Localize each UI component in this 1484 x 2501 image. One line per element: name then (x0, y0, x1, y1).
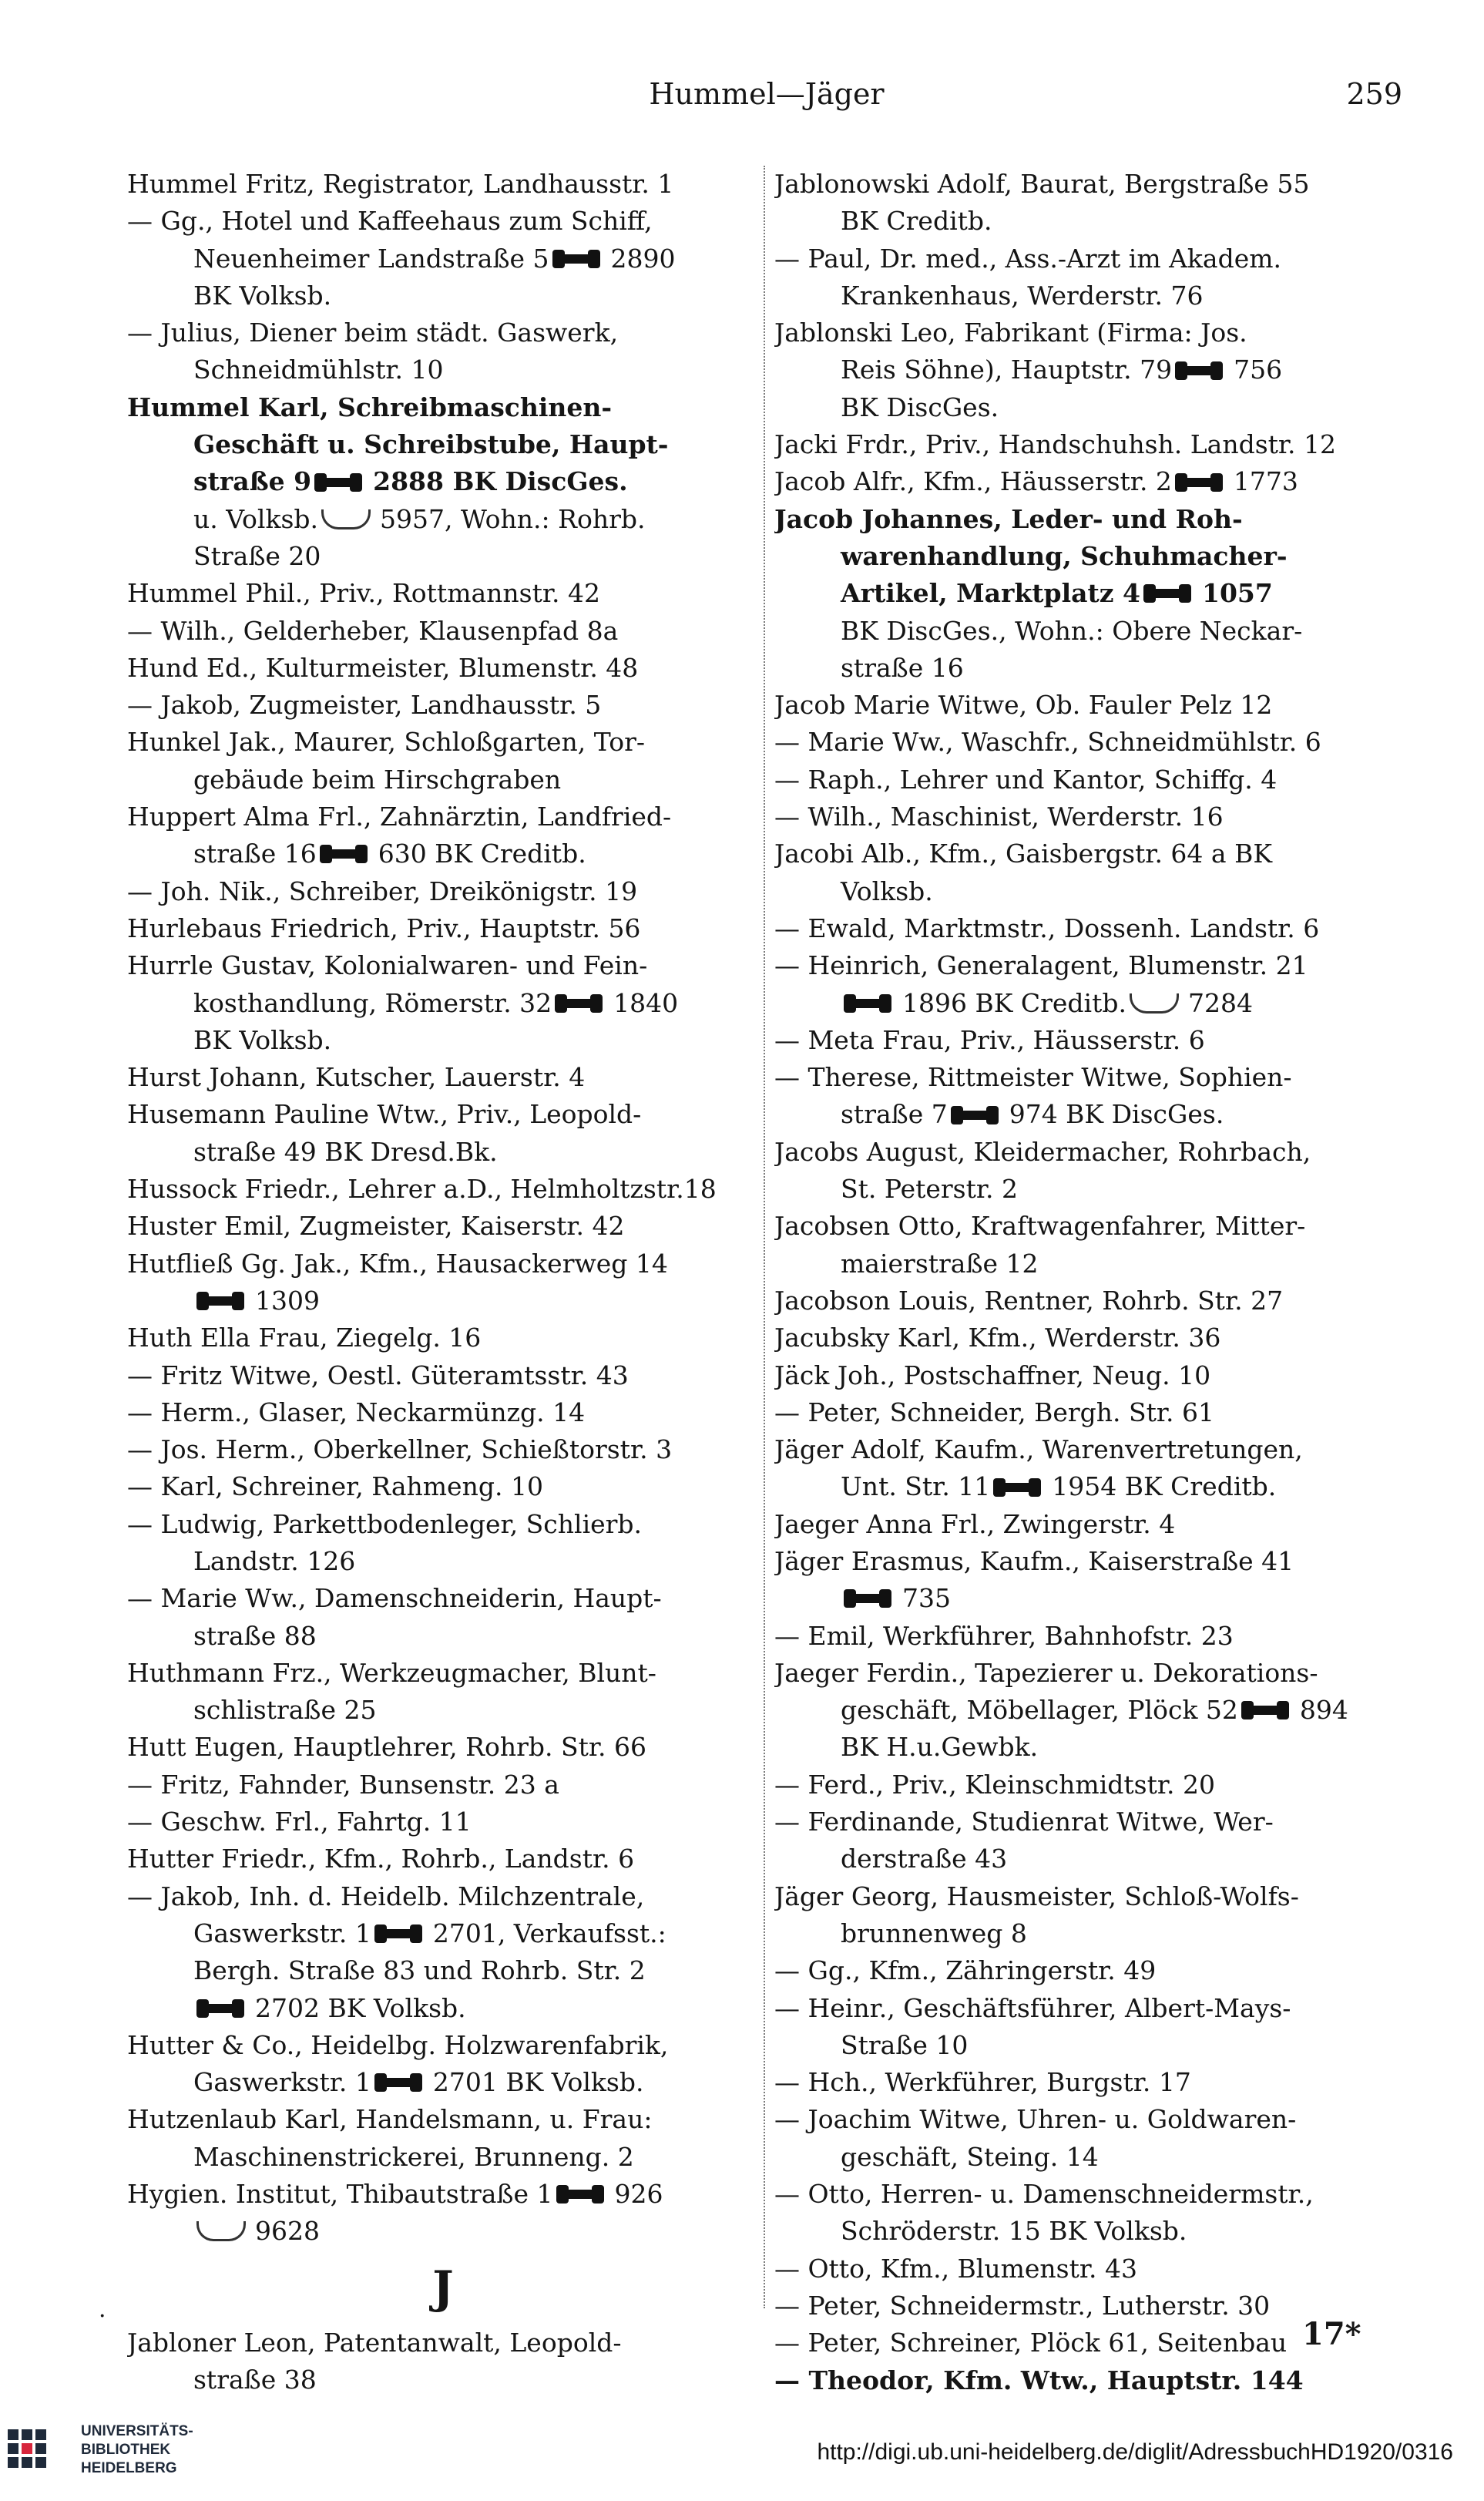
directory-line (774, 1506, 1406, 1543)
directory-line (774, 1282, 1406, 1319)
directory-line (127, 1766, 759, 1803)
entry-text: Hutt Eugen, Hauptlehrer, Rohrb. Str. 66 (127, 1732, 646, 1763)
directory-line (774, 1059, 1406, 1096)
directory-line (774, 2213, 1406, 2250)
column-divider (764, 166, 765, 2308)
entry-text: — Julius, Diener beim städt. Gaswerk, (127, 318, 619, 348)
directory-line (774, 910, 1406, 947)
entry-text: Krankenhaus, Werderstr. 76 (841, 280, 1204, 311)
right-column (774, 166, 1406, 2399)
directory-line (774, 1171, 1406, 1208)
entry-text: Reis Söhne), Hauptstr. 79 (841, 355, 1173, 385)
entry-text: Hutfließ Gg. Jak., Kfm., Hausackerweg 14 (127, 1248, 668, 1279)
directory-line (127, 2213, 759, 2250)
directory-line (127, 2064, 759, 2101)
directory-line (774, 724, 1406, 761)
telephone-icon (1175, 361, 1226, 380)
directory-line (774, 835, 1406, 872)
entry-text: Bergh. Straße 83 und Rohrb. Str. 2 (193, 1955, 646, 1986)
telephone-icon (314, 473, 365, 492)
directory-line (774, 1096, 1406, 1133)
directory-line (127, 1952, 759, 1989)
entry-text: St. Peterstr. 2 (841, 1174, 1018, 1205)
entry-text: Huppert Alma Frl., Zahnärztin, Landfried- (127, 802, 672, 832)
entry-text: Hutter Friedr., Kfm., Rohrb., Landstr. 6 (127, 1844, 635, 1874)
entry-text: — Heinr., Geschäftsführer, Albert-Mays- (774, 1992, 1291, 2023)
directory-line (127, 1134, 759, 1171)
directory-line (127, 314, 759, 351)
directory-line (127, 761, 759, 798)
directory-line (774, 2101, 1406, 2138)
entry-text: Jäger Adolf, Kaufm., Warenvertretungen, (774, 1434, 1303, 1465)
directory-line (127, 2101, 759, 2138)
directory-line (127, 501, 759, 538)
entry-text: — Fritz, Fahnder, Bunsenstr. 23 a (127, 1769, 559, 1800)
telephone-icon (196, 1292, 247, 1310)
entry-text: straße 88 (193, 1620, 317, 1651)
entry-text: Husemann Pauline Wtw., Priv., Leopold- (127, 1099, 642, 1130)
post-horn-icon (196, 2221, 246, 2241)
directory-line (774, 873, 1406, 910)
directory-line (127, 1431, 759, 1468)
entry-text: brunnenweg 8 (841, 1918, 1027, 1948)
directory-line (127, 1357, 759, 1394)
entry-number: 2888 BK DiscGes. (373, 466, 628, 497)
entry-text: straße 16 (841, 652, 964, 683)
directory-line (774, 1245, 1406, 1282)
entry-text: kosthandlung, Römerstr. 32 (193, 987, 552, 1018)
entry-text: Volksb. (841, 876, 933, 906)
entry-text: Jacobs August, Kleidermacher, Rohrbach, (774, 1136, 1311, 1167)
entry-text: — Emil, Werkführer, Bahnhofstr. 23 (774, 1620, 1234, 1651)
directory-line (774, 351, 1406, 388)
entry-text: Jacubsky Karl, Kfm., Werderstr. 36 (774, 1323, 1221, 1353)
entry-number: 2701 BK Volksb. (432, 2067, 644, 2098)
entry-text: straße 49 BK Dresd.Bk. (193, 1136, 498, 1167)
entry-text: Jacki Frdr., Priv., Handschuhsh. Landstr. 12 (774, 429, 1337, 460)
directory-line (127, 798, 759, 835)
entry-text: — Otto, Herren- u. Damenschneidermstr., (774, 2179, 1314, 2210)
entry-text: geschäft, Möbellager, Plöck 52 (841, 1695, 1238, 1726)
entry-text: — Gg., Hotel und Kaffeehaus zum Schiff, (127, 206, 653, 237)
entry-text: straße 9 (193, 466, 312, 497)
entry-text: maierstraße 12 (841, 1248, 1039, 1279)
telephone-icon (1241, 1701, 1292, 1719)
directory-line (774, 1990, 1406, 2027)
entry-text: — Fritz Witwe, Oestl. Güteramtsstr. 43 (127, 1360, 629, 1390)
logo-line: BIBLIOTHEK (81, 2442, 171, 2458)
directory-line (127, 2176, 759, 2213)
entry-text: Jacobi Alb., Kfm., Gaisbergstr. 64 a BK (774, 839, 1272, 869)
directory-line (774, 2251, 1406, 2288)
entry-number: 1309 (255, 1285, 320, 1316)
entry-number: 9628 (255, 2216, 320, 2247)
entry-text: — Paul, Dr. med., Ass.-Arzt im Akadem. (774, 243, 1282, 274)
post-horn-icon (321, 509, 371, 529)
directory-line (774, 1580, 1406, 1617)
entry-text: — Therese, Rittmeister Witwe, Sophien- (774, 1062, 1292, 1093)
entry-text: — Wilh., Gelderheber, Klausenpfad 8a (127, 615, 619, 646)
directory-line (774, 1208, 1406, 1245)
directory-line (774, 985, 1406, 1022)
directory-line (127, 613, 759, 650)
directory-line (127, 426, 759, 463)
directory-line (774, 1840, 1406, 1877)
entry-number: 1773 (1233, 466, 1298, 497)
entry-text: — Peter, Schneidermstr., Lutherstr. 30 (774, 2290, 1271, 2321)
directory-line (127, 2361, 759, 2398)
entry-text: geschäft, Steing. 14 (841, 2141, 1099, 2172)
entry-text: — Jos. Herm., Oberkellner, Schießtorstr. 3 (127, 1434, 673, 1465)
directory-line (774, 1915, 1406, 1952)
library-logo-text (81, 2422, 193, 2478)
directory-line (774, 687, 1406, 724)
telephone-icon (556, 2185, 607, 2204)
entry-text: Jacob Marie Witwe, Ob. Fauler Pelz 12 (774, 690, 1273, 721)
directory-line (774, 613, 1406, 650)
entry-text: — Otto, Kfm., Blumenstr. 43 (774, 2253, 1137, 2284)
entry-number: 1896 BK Creditb. (902, 987, 1126, 1018)
entry-text: Huth Ella Frau, Ziegelg. 16 (127, 1323, 482, 1353)
directory-line (774, 1468, 1406, 1505)
entry-text: Hurst Johann, Kutscher, Lauerstr. 4 (127, 1062, 586, 1093)
directory-line (774, 2027, 1406, 2064)
entry-number: 735 (902, 1583, 951, 1614)
directory-line (127, 947, 759, 984)
directory-line (127, 389, 759, 426)
directory-line (127, 575, 759, 612)
entry-text: straße 7 (841, 1099, 948, 1130)
entry-text: Hunkel Jak., Maurer, Schloßgarten, Tor- (127, 727, 646, 758)
entry-text: Jabloner Leon, Patentanwalt, Leopold- (127, 2327, 622, 2358)
entry-text: Gaswerkstr. 1 (193, 1918, 371, 1948)
entry-number: 630 BK Creditb. (378, 839, 586, 869)
directory-line (127, 1282, 759, 1319)
entry-text: Landstr. 126 (193, 1545, 356, 1576)
telephone-icon (374, 2073, 425, 2092)
directory-line (774, 1655, 1406, 1692)
directory-line (127, 1022, 759, 1059)
telephone-icon (196, 1999, 247, 2018)
entry-text: Hurlebaus Friedrich, Priv., Hauptstr. 56 (127, 913, 641, 943)
entry-text: — Herm., Glaser, Neckarmünzg. 14 (127, 1397, 586, 1427)
entry-text: Jäger Georg, Hausmeister, Schloß-Wolfs- (774, 1881, 1299, 1911)
entry-text: Jäck Joh., Postschaffner, Neug. 10 (774, 1360, 1211, 1390)
entry-text: Straße 10 (841, 2029, 969, 2060)
entry-text: — Ludwig, Parkettbodenleger, Schlierb. (127, 1508, 643, 1539)
entry-text: Jaeger Anna Frl., Zwingerstr. 4 (774, 1508, 1176, 1539)
entry-text: Hutzenlaub Karl, Handelsmann, u. Frau: (127, 2104, 653, 2135)
entry-number: 1954 BK Creditb. (1052, 1471, 1277, 1502)
entry-text: — Marie Ww., Damenschneiderin, Haupt- (127, 1583, 662, 1614)
entry-text: BK DiscGes. (841, 392, 999, 422)
entry-number: 7284 (1187, 987, 1253, 1018)
directory-line (774, 798, 1406, 835)
entry-text: Jaeger Ferdin., Tapezierer u. Dekorations- (774, 1657, 1318, 1688)
telephone-icon (374, 1924, 425, 1943)
entry-text: BK Creditb. (841, 206, 992, 237)
directory-line (127, 1915, 759, 1952)
directory-line (774, 203, 1406, 240)
directory-line (774, 166, 1406, 203)
entry-text: Huthmann Frz., Werkzeugmacher, Blunt- (127, 1657, 656, 1688)
directory-line (127, 1803, 759, 1840)
entry-text: — Gg., Kfm., Zähringerstr. 49 (774, 1955, 1157, 1986)
directory-line (127, 1618, 759, 1655)
directory-line (774, 1319, 1406, 1356)
entry-text: — Ewald, Marktmstr., Dossenh. Landstr. 6 (774, 913, 1320, 943)
directory-line (774, 389, 1406, 426)
directory-line (127, 910, 759, 947)
entry-text: Hygien. Institut, Thibautstraße 1 (127, 2179, 553, 2210)
directory-line (127, 1245, 759, 1282)
directory-line (774, 463, 1406, 500)
telephone-icon (951, 1106, 1002, 1124)
entry-text: — Joachim Witwe, Uhren- u. Goldwaren- (774, 2104, 1297, 2135)
entry-text: Hummel Karl, Schreibmaschinen- (127, 392, 613, 422)
directory-line (127, 2139, 759, 2176)
page-header (131, 77, 1402, 123)
directory-line (774, 501, 1406, 538)
entry-text: Hussock Friedr., Lehrer a.D., Helmholtzstr.18 (127, 1174, 717, 1205)
directory-line (127, 1208, 759, 1245)
entry-text: Jacob Johannes, Leder- und Roh- (774, 503, 1243, 534)
directory-line (774, 1357, 1406, 1394)
directory-line (127, 1878, 759, 1915)
entry-number: 1840 (613, 987, 679, 1018)
entry-text: schlistraße 25 (193, 1695, 377, 1726)
entry-text: Straße 20 (193, 540, 321, 571)
running-title: Hummel—Jäger (649, 77, 885, 111)
telephone-icon (1143, 584, 1194, 603)
directory-line (127, 2325, 759, 2361)
entry-text: Jacobson Louis, Rentner, Rohrb. Str. 27 (774, 1285, 1284, 1316)
entry-number: 2702 BK Volksb. (255, 1992, 466, 2023)
entry-number: 756 (1234, 355, 1283, 385)
telephone-icon (555, 994, 606, 1013)
directory-line (774, 1803, 1406, 1840)
directory-line (127, 166, 759, 203)
entry-text: Maschinenstrickerei, Brunneng. 2 (193, 2141, 634, 2172)
directory-line (774, 650, 1406, 687)
logo-line: HEIDELBERG (81, 2460, 177, 2476)
directory-line (127, 351, 759, 388)
entry-number: 5957, Wohn.: Rohrb. (380, 503, 646, 534)
entry-text: Jablonski Leo, Fabrikant (Firma: Jos. (774, 318, 1247, 348)
entry-text: BK Volksb. (193, 280, 332, 311)
entry-text: — Wilh., Maschinist, Werderstr. 16 (774, 802, 1224, 832)
entry-text: J (432, 2261, 454, 2314)
directory-line (774, 1543, 1406, 1580)
entry-text: straße 16 (193, 839, 317, 869)
directory-line (127, 1692, 759, 1729)
directory-line (774, 1431, 1406, 1468)
directory-line (774, 1134, 1406, 1171)
directory-line (127, 650, 759, 687)
entry-text: Schneidmühlstr. 10 (193, 355, 444, 385)
directory-line (127, 1059, 759, 1096)
entry-text: Gaswerkstr. 1 (193, 2067, 371, 2098)
source-url-link[interactable]: http://digi.ub.uni-heidelberg.de/diglit/AdressbuchHD1920/0316 (817, 2439, 1453, 2465)
entry-text: warenhandlung, Schuhmacher- (841, 540, 1288, 571)
directory-line (774, 1952, 1406, 1989)
directory-line (127, 1319, 759, 1356)
directory-line (127, 1394, 759, 1431)
entry-text: — Jakob, Zugmeister, Landhausstr. 5 (127, 690, 602, 721)
entry-text: Neuenheimer Landstraße 5 (193, 243, 549, 274)
directory-line (127, 2027, 759, 2064)
entry-text: — Meta Frau, Priv., Häusserstr. 6 (774, 1024, 1205, 1055)
directory-line (774, 240, 1406, 277)
entry-text: — Raph., Lehrer und Kantor, Schiffg. 4 (774, 764, 1278, 795)
entry-number: 894 (1299, 1695, 1348, 1726)
entry-text: — Hch., Werkführer, Burgstr. 17 (774, 2067, 1191, 2098)
directory-line (127, 463, 759, 500)
entry-number: 974 BK DiscGes. (1009, 1099, 1224, 1130)
section-letter (127, 2251, 759, 2325)
directory-line (127, 985, 759, 1022)
directory-line (127, 277, 759, 314)
directory-line (774, 538, 1406, 575)
entry-text: Hund Ed., Kulturmeister, Blumenstr. 48 (127, 652, 639, 683)
entry-text: — Geschw. Frl., Fahrtg. 11 (127, 1807, 472, 1837)
entry-text: Schröderstr. 15 BK Volksb. (841, 2216, 1187, 2247)
entry-text: Jäger Erasmus, Kaufm., Kaiserstraße 41 (774, 1545, 1294, 1576)
entry-number: 1057 (1201, 578, 1273, 609)
entry-text: BK H.u.Gewbk. (841, 1732, 1039, 1763)
directory-line (774, 1729, 1406, 1766)
directory-line (127, 1543, 759, 1580)
entry-text: — Peter, Schreiner, Plöck 61, Seitenbau (774, 2328, 1288, 2358)
directory-line (774, 2176, 1406, 2213)
directory-line (774, 426, 1406, 463)
directory-line (774, 277, 1406, 314)
directory-line (774, 947, 1406, 984)
entry-text: u. Volksb. (193, 503, 319, 534)
entry-text: derstraße 43 (841, 1844, 1008, 1874)
entry-number: 2890 (610, 243, 676, 274)
directory-line (127, 1096, 759, 1133)
entry-text: straße 38 (193, 2364, 317, 2395)
directory-line (127, 1729, 759, 1766)
directory-line (127, 1171, 759, 1208)
entry-text: — Jakob, Inh. d. Heidelb. Milchzentrale, (127, 1881, 645, 1911)
directory-line (127, 538, 759, 575)
directory-line (127, 203, 759, 240)
entry-number: 926 (614, 2179, 663, 2210)
entry-text: Hummel Phil., Priv., Rottmannstr. 42 (127, 578, 600, 609)
entry-text: — Ferd., Priv., Kleinschmidtstr. 20 (774, 1769, 1215, 1800)
entry-text: Artikel, Marktplatz 4 (841, 578, 1140, 609)
directory-line (774, 1692, 1406, 1729)
directory-line (127, 724, 759, 761)
directory-line (127, 1468, 759, 1505)
directory-line (774, 1878, 1406, 1915)
entry-text: — Marie Ww., Waschfr., Schneidmühlstr. 6 (774, 727, 1321, 758)
page-number: 259 (1346, 77, 1402, 111)
directory-line (127, 1655, 759, 1692)
entry-text: — Karl, Schreiner, Rahmeng. 10 (127, 1471, 543, 1502)
directory-line (774, 1022, 1406, 1059)
entry-text: Unt. Str. 11 (841, 1471, 991, 1502)
directory-line (774, 1766, 1406, 1803)
entry-text: Hummel Fritz, Registrator, Landhausstr. 1 (127, 169, 674, 199)
telephone-icon (993, 1478, 1044, 1497)
directory-line (774, 2064, 1406, 2101)
entry-text: gebäude beim Hirschgraben (193, 764, 562, 795)
margin-dot: · (99, 2303, 106, 2330)
telephone-icon (552, 250, 603, 268)
entry-text: BK DiscGes., Wohn.: Obere Neckar- (841, 615, 1303, 646)
directory-line (127, 1840, 759, 1877)
entry-text: — Theodor, Kfm. Wtw., Hauptstr. 144 (774, 2365, 1304, 2395)
directory-line (774, 314, 1406, 351)
telephone-icon (844, 994, 895, 1013)
directory-line (127, 240, 759, 277)
entry-text: — Joh. Nik., Schreiber, Dreikönigstr. 19 (127, 876, 638, 906)
post-horn-icon (1130, 993, 1179, 1014)
signature-mark: 17* (1302, 2316, 1361, 2352)
directory-line (127, 1990, 759, 2027)
directory-line (127, 687, 759, 724)
entry-text: Jacobsen Otto, Kraftwagenfahrer, Mitter- (774, 1211, 1306, 1242)
directory-line (774, 2362, 1406, 2399)
telephone-icon (844, 1589, 895, 1608)
entry-text: Hurrle Gustav, Kolonialwaren- und Fein- (127, 950, 648, 981)
directory-line (127, 835, 759, 872)
entry-text: Huster Emil, Zugmeister, Kaiserstr. 42 (127, 1211, 625, 1242)
entry-text: Jacob Alfr., Kfm., Häusserstr. 2 (774, 466, 1172, 497)
left-column (127, 166, 759, 2398)
directory-line (127, 873, 759, 910)
entry-text: — Peter, Schneider, Bergh. Str. 61 (774, 1397, 1215, 1427)
directory-line (127, 1580, 759, 1617)
directory-line (774, 761, 1406, 798)
directory-line (774, 1394, 1406, 1431)
entry-number: 2701, Verkaufsst.: (432, 1918, 666, 1948)
entry-text: BK Volksb. (193, 1024, 332, 1055)
telephone-icon (1175, 473, 1226, 492)
telephone-icon (320, 845, 371, 863)
directory-line (774, 1618, 1406, 1655)
directory-line (774, 2139, 1406, 2176)
entry-text: — Ferdinande, Studienrat Witwe, Wer- (774, 1807, 1274, 1837)
directory-line (127, 1506, 759, 1543)
entry-text: Hutter & Co., Heidelbg. Holzwarenfabrik, (127, 2029, 669, 2060)
logo-line: UNIVERSITÄTS- (81, 2423, 193, 2439)
entry-text: — Heinrich, Generalagent, Blumenstr. 21 (774, 950, 1308, 981)
entry-text: Geschäft u. Schreibstube, Haupt- (193, 429, 669, 460)
directory-line (774, 575, 1406, 612)
entry-text: Jablonowski Adolf, Baurat, Bergstraße 55 (774, 169, 1310, 199)
